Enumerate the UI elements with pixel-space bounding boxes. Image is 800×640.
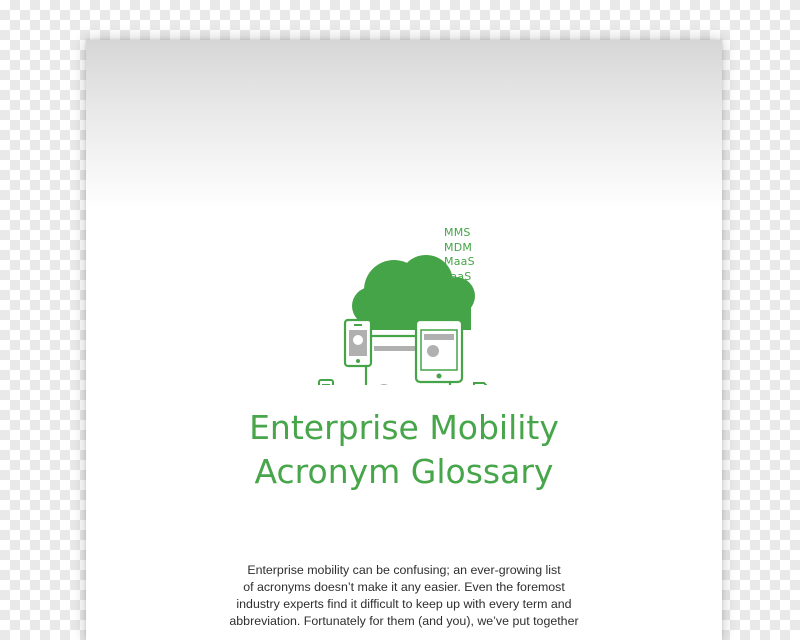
paragraph-line: of acronyms doesn’t make it any easier. Even the foremost	[243, 580, 565, 594]
page-title	[86, 406, 722, 494]
paragraph-line: abbreviation. Fortunately for them (and you), we’ve put together	[229, 614, 579, 628]
acronym-item: MDM	[444, 240, 473, 254]
smartwatch-icon	[316, 380, 336, 385]
acronym-item: MaaS	[444, 255, 475, 268]
cloud-devices-icon	[316, 220, 506, 385]
intro-paragraph	[214, 562, 594, 630]
tablet-icon	[416, 320, 462, 382]
acronym-item: MMS	[444, 226, 471, 239]
document-page	[86, 40, 722, 640]
sim-card-icon	[474, 383, 488, 385]
acronym-item: PaaS	[444, 269, 472, 283]
acronym-list	[444, 226, 475, 284]
title-line-1: Enterprise Mobility	[249, 408, 559, 447]
paragraph-line: Enterprise mobility can be confusing; an ever-growing list	[247, 563, 561, 577]
title-line-2: Acronym Glossary	[254, 452, 554, 491]
paragraph-line: industry experts find it difficult to keep up with every term and	[236, 597, 572, 611]
smartphone-icon	[345, 320, 371, 366]
